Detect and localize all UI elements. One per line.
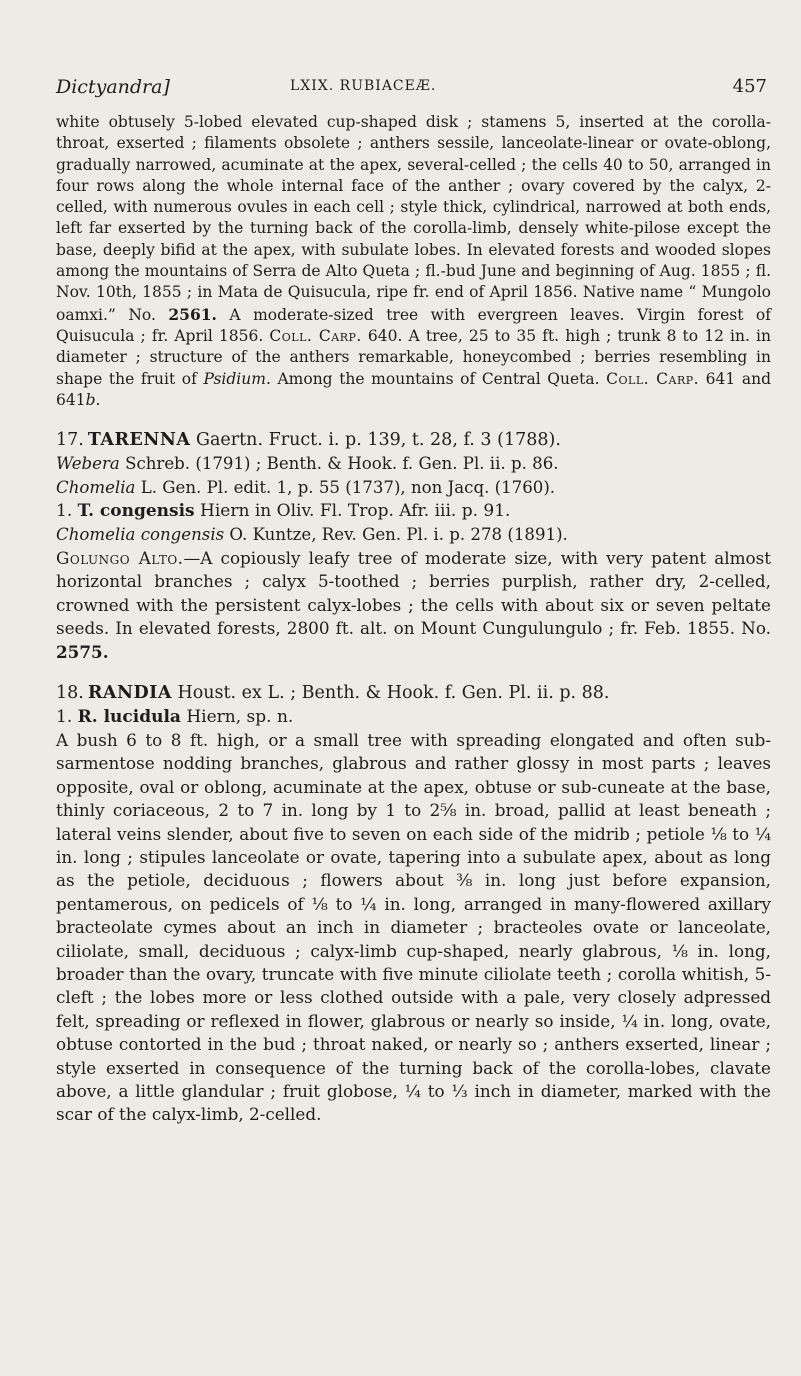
synonym-name: Webera bbox=[56, 454, 120, 474]
species-synonym bbox=[56, 523, 771, 547]
synonym-citation: L. Gen. Pl. edit. 1, p. 55 (1737), non Jacq. (1760). bbox=[135, 477, 556, 497]
synonym-citation: O. Kuntze, Rev. Gen. Pl. i. p. 278 (1891). bbox=[224, 525, 568, 545]
text-run: Among the mountains of Central Queta. bbox=[270, 369, 607, 388]
locality: Golungo Alto. bbox=[56, 547, 184, 568]
running-header bbox=[56, 76, 771, 102]
genus-name: Psidium. bbox=[203, 369, 271, 388]
specimen-number: 2561. bbox=[168, 304, 217, 324]
text-run: . bbox=[95, 390, 101, 409]
species-citation: Hiern, sp. n. bbox=[180, 706, 294, 727]
header-genus: Dictyandra] bbox=[56, 76, 170, 98]
genus-name: TARENNA bbox=[87, 430, 191, 451]
genus-heading-randia bbox=[56, 681, 771, 705]
t-congensis-description bbox=[56, 547, 771, 664]
r-lucidula-description bbox=[56, 729, 771, 1127]
species-number: 1. bbox=[56, 706, 78, 727]
synonym-name: Chomelia congensis bbox=[56, 525, 225, 545]
synonym-chomelia bbox=[56, 476, 771, 500]
collection-ref: Coll. Carp. bbox=[606, 369, 700, 388]
text-run: 641 and 641 bbox=[56, 369, 772, 409]
genus-heading-tarenna bbox=[56, 428, 771, 452]
species-number: 1. bbox=[56, 501, 78, 522]
species-citation: Hiern in Oliv. Fl. Trop. Afr. iii. p. 91. bbox=[194, 501, 511, 522]
text-run: b bbox=[85, 390, 96, 409]
dictyandra-description-continued bbox=[56, 112, 771, 411]
text-run: A bush 6 to 8 ft. high, or a small tree with spreading elongated and often sub-sarmentose nodding branches, glabrous and rather glossy in most parts ; leaves opposite, oval or oblong, acuminate at the apex, obtuse or sub-cuneate at the base, thinly coriaceous, 2 to 7 in. long by 1 to 2⅝ in. broad, pallid at least beneath ; lateral veins slender, about five to seven on each side of the midrib ; petiole ⅛ to ¼ in. long ; stipules lanceolate or ovate, tapering into a subulate apex, about as long as the petiole, deciduous ; flowers about ⅜ in. long just before expansion, pentamerous, on pedicels of ⅛ to ¼ in. long, arranged in many-flowered axillary bracteolate cymes about an inch in diameter ; bracteoles ovate or lanceolate, ciliolate, small, deciduous ; calyx-limb cup-shaped, nearly glabrous, ⅛ in. long, broader than the ovary, truncate with five minute ciliolate teeth ; corolla whitish, 5-cleft ; the lobes more or less clothed outside with a pale, very closely adpressed felt, spreading or reflexed in flower, glabrous or nearly so inside, ¼ in. long, ovate, obtuse contorted in the bud ; throat naked, or nearly so ; anthers exserted, linear ; style exserted in consequence of the turning back of the corolla-lobes, clavate above, a little glandular ; fruit globose, ¼ to ⅓ inch in diameter, marked with the scar of the calyx-limb, 2-celled. bbox=[56, 729, 771, 1125]
genus-citation: Houst. ex L. ; Benth. & Hook. f. Gen. Pl. ii. p. 88. bbox=[171, 682, 610, 703]
specimen-number: 2575. bbox=[56, 641, 109, 662]
species-name: R. lucidula bbox=[77, 706, 181, 727]
text-run: —A copiously leafy tree of moderate size, with very patent almost horizontal branches ; calyx 5-toothed ; berries purplish, rather dry, 2-celled, crowned with the persistent calyx-lobes ; the cells with about six or seven peltate seeds. In elevated forests, 2800 ft. alt. on Mount Cungulungulo ; fr. Feb. 1855. No. bbox=[56, 547, 771, 639]
genus-name: RANDIA bbox=[87, 682, 172, 703]
synonym-name: Chomelia bbox=[56, 477, 136, 497]
text-run: A moderate-sized tree with evergreen leaves. Virgin forest of Quisucula ; fr. April 1856. bbox=[56, 305, 771, 345]
genus-number: 17. bbox=[56, 430, 84, 451]
synonym-webera bbox=[56, 452, 771, 476]
page-number: 457 bbox=[732, 76, 767, 97]
species-heading-t-congensis bbox=[56, 499, 771, 523]
header-family: LXIX. RUBIACEÆ. bbox=[290, 78, 437, 94]
species-heading-r-lucidula bbox=[56, 705, 771, 729]
body-text bbox=[56, 112, 771, 1127]
species-name: T. congensis bbox=[77, 501, 195, 522]
synonym-citation: Schreb. (1791) ; Benth. & Hook. f. Gen. Pl. ii. p. 86. bbox=[119, 454, 559, 474]
genus-number: 18. bbox=[56, 682, 84, 703]
text-run: 640. A tree, 25 to 35 ft. high ; trunk 8 to 12 in. in diameter ; structure of the anthers remarkable, honeycombed ; berries resembling in shape the fruit of bbox=[56, 326, 771, 388]
text-run: white obtusely 5-lobed elevated cup-shaped disk ; stamens 5, inserted at the corolla-throat, exserted ; filaments obsolete ; anthers sessile, lanceolate-linear or ovate-oblong, gradually narrowed, acuminate at the apex, several-celled ; the cells 40 to 50, arranged in four rows along the whole internal face of the anther ; ovary covered by the calyx, 2-celled, with numerous ovules in each cell ; style thick, cylindrical, narrowed at both ends, left far exserted by the turning back of the corolla-limb, densely white-pilose except the base, deeply bifid at the apex, with subulate lobes. In elevated forests and wooded slopes among the mountains of Serra de Alto Queta ; fl.-bud June and beginning of Aug. 1855 ; fl. Nov. 10th, 1855 ; in Mata de Quisucula, ripe fr. end of April 1856. Native name “ Mungolo oamxi.” No. bbox=[56, 113, 771, 324]
collection-ref: Coll. Carp. bbox=[269, 326, 362, 345]
genus-citation: Gaertn. Fruct. i. p. 139, t. 28, f. 3 (1788). bbox=[190, 430, 561, 451]
